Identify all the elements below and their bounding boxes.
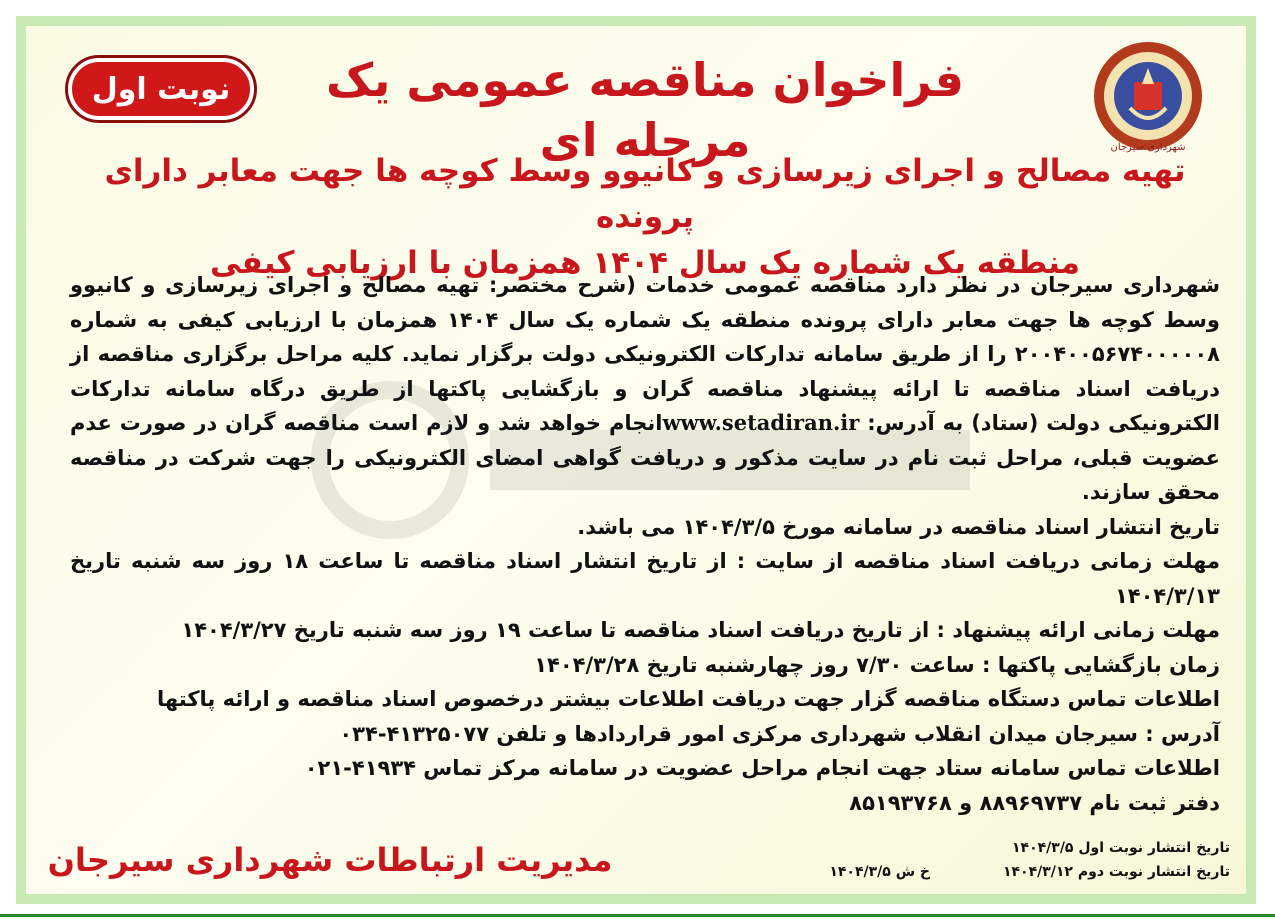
intro-part-2: انجام خواهد شد و لازم است مناقصه گران در صورت عدم عضویت قبلی، مراحل ثبت نام در سایت مذکور و دریافت گواهی امضای الکترونیکی را جهت شرکت در مناقصه محقق سازند. — [70, 411, 1220, 504]
bottom-divider — [0, 914, 1275, 917]
opening-time: زمان بازگشایی پاکتها : ساعت ۷/۳۰ روز چهارشنبه تاریخ ۱۴۰۴/۳/۲۸ — [534, 652, 1220, 677]
first-publish-date: تاریخ انتشار نوبت اول ۱۴۰۴/۳/۵ — [1011, 840, 1230, 856]
subtitle-line-2: منطقه یک شماره یک سال ۱۴۰۴ همزمان با ارزیابی کیفی — [210, 245, 1080, 281]
address: آدرس : سیرجان میدان انقلاب شهرداری مرکزی امور قراردادها و تلفن ۴۱۳۲۵۰۷۷-۰۳۴ — [339, 721, 1220, 746]
municipality-emblem-icon — [1090, 38, 1206, 154]
intro-part-1: شهرداری سیرجان در نظر دارد مناقصه عمومی خدمات (شرح مختصر: تهیه مصالح و اجرای زیرسازی و کانیوو وسط کوچه ها جهت معابر دارای پرونده منطقه یک شماره یک سال ۱۴۰۴ همزمان با ارزیابی کیفی به شماره ۲۰۰۴۰۰۵۶۷۴۰۰۰۰۰۸ را از طریق سامانه تدارکات الکترونیکی دولت برگزار نماید. کلیه مراحل برگزاری مناقصه از دریافت اسناد مناقصه تا ارائه پیشنهاد مناقصه گران و بازگشایی پاکتها از طریق درگاه سامانه تدارکات الکترونیکی دولت (ستاد) به آدرس: — [70, 273, 1221, 435]
intro-paragraph — [70, 268, 1220, 510]
tender-body — [70, 268, 1220, 820]
publish-date: تاریخ انتشار اسناد مناقصه در سامانه مورخ ۱۴۰۴/۳/۵ می باشد. — [577, 514, 1220, 539]
setad-contact: اطلاعات تماس سامانه ستاد جهت انجام مراحل عضویت در سامانه مرکز تماس ۴۱۹۳۴-۰۲۱ — [304, 756, 1220, 780]
communications-management: مدیریت ارتباطات شهرداری سیرجان — [47, 841, 613, 879]
registry-office: دفتر ثبت نام ۸۸۹۶۹۷۳۷ و ۸۵۱۹۳۷۶۸ — [849, 790, 1220, 815]
reference-code: خ ش ۱۴۰۴/۳/۵ — [829, 864, 930, 880]
first-round-badge: نوبت اول — [68, 58, 254, 120]
offer-deadline: مهلت زمانی ارائه پیشنهاد : از تاریخ دریافت اسناد مناقصه تا ساعت ۱۹ روز سه شنبه تاریخ ۱۴۰۴/۳/۲۷ — [181, 618, 1220, 642]
page-title: فراخوان مناقصه عمومی یک مرحله ای — [326, 53, 964, 167]
second-publish-date: تاریخ انتشار نوبت دوم ۱۴۰۴/۳/۱۲ — [1002, 864, 1230, 880]
subtitle-line-1: تهیه مصالح و اجرای زیرسازی و کانیوو وسط کوچه ها جهت معابر دارای پرونده — [104, 153, 1186, 235]
document-deadline: مهلت زمانی دریافت اسناد مناقصه از سایت : از تاریخ انتشار اسناد مناقصه تا ساعت ۱۸ روز سه شنبه تاریخ ۱۴۰۴/۳/۱۳ — [70, 549, 1221, 608]
subtitle — [60, 148, 1230, 286]
contact-info: اطلاعات تماس دستگاه مناقصه گزار جهت دریافت اطلاعات بیشتر درخصوص اسناد مناقصه و ارائه پاکتها — [157, 687, 1220, 711]
website-link[interactable]: www.setadiran.ir — [662, 410, 860, 435]
publication-dates — [940, 836, 1230, 884]
emblem-caption: شهرداری سیرجان — [1110, 142, 1186, 153]
